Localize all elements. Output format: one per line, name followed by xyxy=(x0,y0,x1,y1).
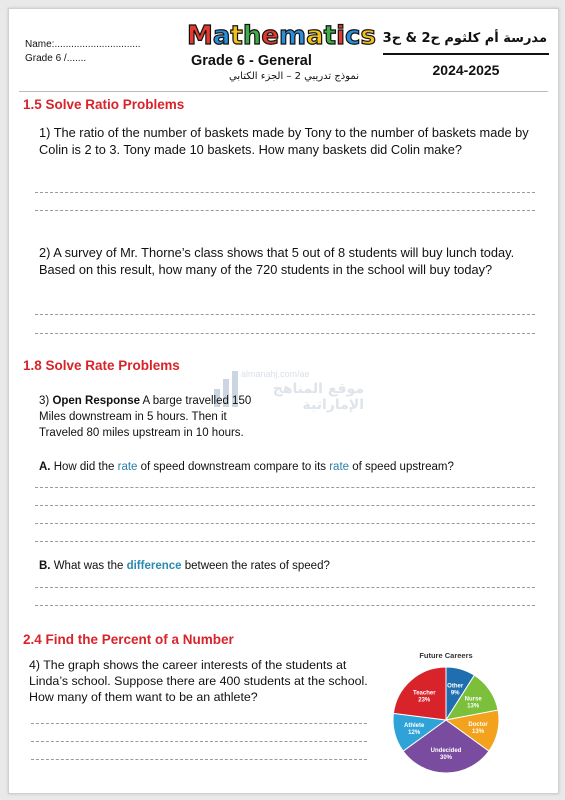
grade-label: Grade 6 /....... xyxy=(25,53,87,64)
pie-label-teacher: Teacher xyxy=(412,690,436,697)
pie-label-doctor: Doctor xyxy=(468,722,488,729)
answer-line[interactable] xyxy=(31,759,367,760)
pie-value-other: 9% xyxy=(450,690,460,697)
pie-value-nurse: 13% xyxy=(467,703,480,710)
answer-line[interactable] xyxy=(35,192,535,193)
pie-label-athlete: Athlete xyxy=(404,723,425,730)
answer-line[interactable] xyxy=(35,505,535,506)
question-3a xyxy=(39,459,549,475)
answer-line[interactable] xyxy=(35,333,535,334)
grade-title: Grade 6 - General xyxy=(191,53,312,69)
watermark-arabic: موقع المناهج الإماراتية xyxy=(272,381,364,413)
question-3-number: 3) xyxy=(39,395,50,407)
answer-line[interactable] xyxy=(35,587,535,588)
question-3 xyxy=(39,393,339,441)
section-title-percent: 2.4 Find the Percent of a Number xyxy=(23,632,234,647)
question-4: 4) The graph shows the career interests of the students at Linda’s school. Suppose there are 400 students at the school. How many of them want to be an athlete? xyxy=(29,658,368,704)
question-3b xyxy=(39,558,549,574)
school-underline xyxy=(383,53,549,55)
pie-value-undecided: 30% xyxy=(439,754,453,761)
question-1: 1) The ratio of the number of baskets made by Tony to the number of baskets made by Colin is 2 to 3. Tony made 10 baskets. How many baskets did Colin make? xyxy=(39,125,529,157)
name-label: Name:............................... xyxy=(25,39,141,50)
header-divider xyxy=(19,91,548,92)
pie-label-other: Other xyxy=(447,683,464,690)
part-a-label: A. xyxy=(39,461,51,473)
future-careers-chart xyxy=(391,651,501,791)
answer-line[interactable] xyxy=(31,741,367,742)
question-3-line1: A barge travelled 150 xyxy=(140,395,252,407)
answer-line[interactable] xyxy=(35,314,535,315)
pie-value-doctor: 13% xyxy=(472,729,485,736)
difference-highlight: difference xyxy=(126,560,182,572)
section-title-ratio: 1.5 Solve Ratio Problems xyxy=(23,97,185,112)
pie-label-undecided: Undecided xyxy=(430,747,462,754)
pie-value-athlete: 12% xyxy=(408,730,421,737)
question-3-line2: Miles downstream in 5 hours. Then it xyxy=(39,411,227,423)
answer-line[interactable] xyxy=(35,605,535,606)
school-name: مدرسة أم كلثوم ح2 & ح3 xyxy=(382,31,547,46)
pie-label-nurse: Nurse xyxy=(464,696,482,703)
question-3a-text: of speed downstream compare to its xyxy=(137,461,330,473)
chart-title: Future Careers xyxy=(419,651,473,660)
answer-line[interactable] xyxy=(35,523,535,524)
rate-highlight: rate xyxy=(117,461,138,473)
question-2: 2) A survey of Mr. Thorne’s class shows that 5 out of 8 students will buy lunch today. Based on this result, how many of the 720 students in the school will buy today? xyxy=(39,245,515,277)
question-3-line3: Traveled 80 miles upstream in 10 hours. xyxy=(39,427,244,439)
answer-line[interactable] xyxy=(35,487,535,488)
part-b-label: B. xyxy=(39,560,51,572)
answer-line[interactable] xyxy=(35,210,535,211)
worksheet-page xyxy=(8,8,559,794)
answer-line[interactable] xyxy=(35,541,535,542)
watermark-site: almanahj.com/ae xyxy=(241,369,310,379)
subtitle-arabic: نموذج تدريبي 2 – الجزء الكتابي xyxy=(229,71,359,82)
pie-value-teacher: 23% xyxy=(418,697,431,704)
question-3b-text: What was the xyxy=(50,560,127,572)
question-3b-text: between the rates of speed? xyxy=(181,560,330,572)
open-response-label: Open Response xyxy=(52,395,140,407)
school-year: 2024-2025 xyxy=(432,62,500,78)
mathematics-logo: Mathematics xyxy=(187,21,376,51)
rate-highlight: rate xyxy=(329,461,350,473)
answer-line[interactable] xyxy=(31,723,367,724)
pie-chart xyxy=(391,663,501,783)
question-3a-text: How did the xyxy=(50,461,118,473)
question-3a-text: of speed upstream? xyxy=(349,461,454,473)
section-title-rate: 1.8 Solve Rate Problems xyxy=(23,358,180,373)
